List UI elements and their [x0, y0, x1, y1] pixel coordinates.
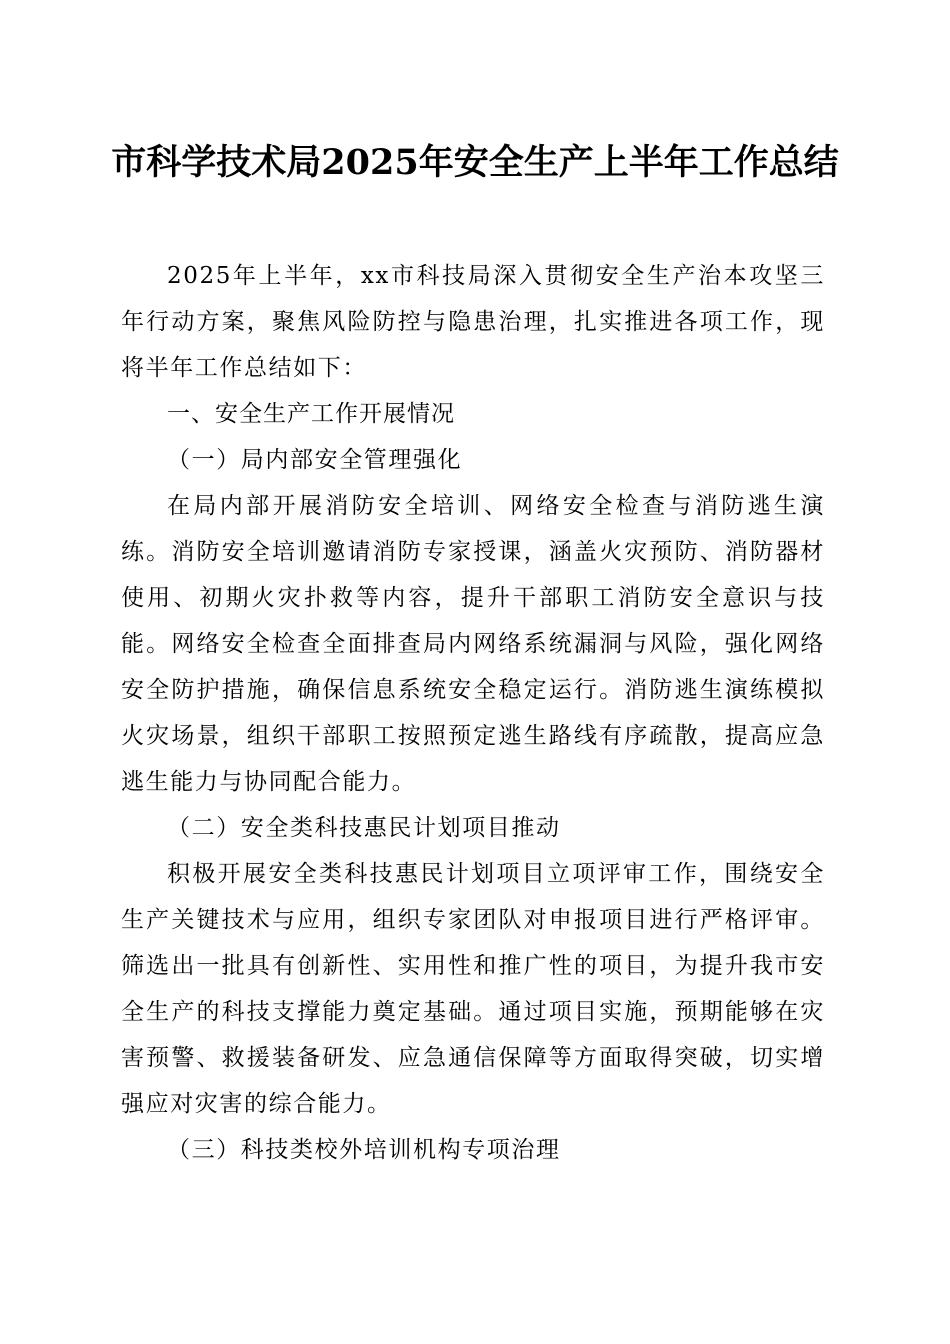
subsection-heading-3: （三）科技类校外培训机构专项治理: [167, 1137, 561, 1163]
document-body: [121, 253, 825, 1173]
subsection-body-1: 在局内部开展消防安全培训、网络安全检查与消防逃生演练。消防安全培训邀请消防专家授课，涵盖火灾预防、消防器材使用、初期火灾扑救等内容，提升干部职工消防安全意识与技能。网络安全检查全面排查局内网络系统漏洞与风险，强化网络安全防护措施，确保信息系统安全稳定运行。消防逃生演练模拟火灾场景，组织干部职工按照预定逃生路线有序疏散，提高应急逃生能力与协同配合能力。: [121, 493, 825, 795]
intro-paragraph: 2025年上半年，xx市科技局深入贯彻安全生产治本攻坚三年行动方案，聚焦风险防控与隐患治理，扎实推进各项工作，现将半年工作总结如下：: [121, 263, 825, 381]
section-heading-1: 一、安全生产工作开展情况: [167, 401, 455, 427]
document-title: 市科学技术局2025年安全生产上半年工作总结: [111, 142, 839, 183]
subsection-heading-1: （一）局内部安全管理强化: [167, 447, 463, 473]
subsection-heading-2: （二）安全类科技惠民计划项目推动: [167, 815, 561, 841]
subsection-body-2: 积极开展安全类科技惠民计划项目立项评审工作，围绕安全生产关键技术与应用，组织专家团队对申报项目进行严格评审。筛选出一批具有创新性、实用性和推广性的项目，为提升我市安全生产的科技支撑能力奠定基础。通过项目实施，预期能够在灾害预警、救援装备研发、应急通信保障等方面取得突破，切实增强应对灾害的综合能力。: [121, 861, 825, 1117]
